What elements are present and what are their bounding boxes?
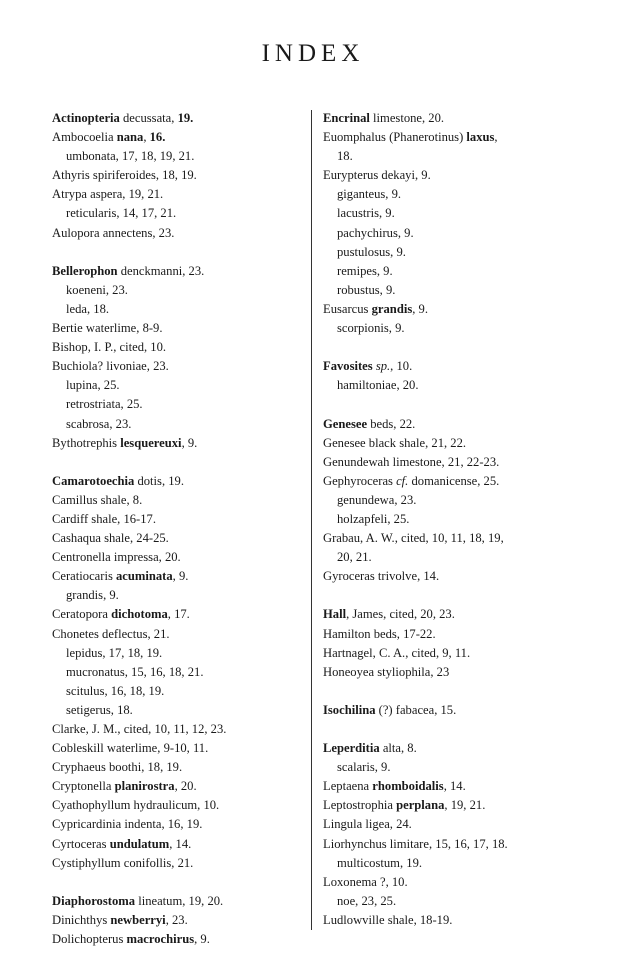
column-divider <box>311 110 312 930</box>
index-entry: Ceratiocaris acuminata, 9. <box>52 569 189 584</box>
index-entry: Eurypterus dekayi, 9. <box>323 168 431 183</box>
entry-gap <box>323 395 581 414</box>
index-entry: Gyroceras trivolve, 14. <box>323 569 440 584</box>
index-entry: Camillus shale, 8. <box>52 492 143 507</box>
index-entry: Grabau, A. W., cited, 10, 11, 18, 19, <box>323 531 504 546</box>
index-entry: Hamilton beds, 17-22. <box>323 626 436 641</box>
index-entry: Actinopteria decussata, 19. <box>52 111 194 125</box>
entry-gap <box>323 682 581 701</box>
index-entry: Cryphaeus boothi, 18, 19. <box>52 760 183 775</box>
index-entry: Gephyroceras cf. domanicense, 25. <box>323 473 500 488</box>
index-entry: noe, 23, 25. <box>337 893 397 908</box>
index-entry: Dolichopterus macrochirus, 9. <box>52 932 210 947</box>
index-entry: Hartnagel, C. A., cited, 9, 11. <box>323 645 471 660</box>
index-entry: Leptostrophia perplana, 19, 21. <box>323 798 486 813</box>
index-entry: scitulus, 16, 18, 19. <box>66 683 165 698</box>
index-entry: Loxonema ?, 10. <box>323 874 408 889</box>
index-entry: Eusarcus grandis, 9. <box>323 301 428 316</box>
index-entry: Hall, James, cited, 20, 23. <box>323 607 455 622</box>
index-entry: pachychirus, 9. <box>337 225 414 240</box>
index-entry: Bythotrephis lesquereuxi, 9. <box>52 435 198 450</box>
index-column-right <box>323 109 581 930</box>
index-entry: Lingula ligea, 24. <box>323 817 412 832</box>
index-entry: Bertie waterlime, 8-9. <box>52 321 163 336</box>
index-entry: scabrosa, 23. <box>66 416 132 431</box>
entry-gap <box>323 720 581 739</box>
index-column-left <box>52 109 300 949</box>
index-entry: Cryptonella planirostra, 20. <box>52 779 197 794</box>
index-entry: pustulosus, 9. <box>337 244 406 259</box>
index-entry: giganteus, 9. <box>337 187 402 202</box>
index-entry: genundewa, 23. <box>337 492 417 507</box>
index-entry: Aulopora annectens, 23. <box>52 225 175 240</box>
entry-gap <box>52 453 300 472</box>
index-entry: mucronatus, 15, 16, 18, 21. <box>66 664 204 679</box>
index-entry: Centronella impressa, 20. <box>52 550 181 565</box>
index-entry: Genesee beds, 22. <box>323 416 416 431</box>
index-entry: 20, 21. <box>337 550 372 565</box>
index-entry: reticularis, 14, 17, 21. <box>66 206 177 221</box>
index-entry: Ceratopora dichotoma, 17. <box>52 607 190 622</box>
index-entry: leda, 18. <box>66 301 110 316</box>
index-entry: Leperditia alta, 8. <box>323 741 417 756</box>
index-entry: Dinichthys newberryi, 23. <box>52 912 188 927</box>
index-entry: Leptaena rhomboidalis, 14. <box>323 779 466 794</box>
index-entry: remipes, 9. <box>337 263 393 278</box>
index-entry: Cardiff shale, 16-17. <box>52 511 156 526</box>
index-entry: Ambocoelia nana, 16. <box>52 130 166 145</box>
index-entry: Genesee black shale, 21, 22. <box>323 435 467 450</box>
index-entry: Cyrtoceras undulatum, 14. <box>52 836 192 851</box>
index-entry: setigerus, 18. <box>66 702 133 717</box>
index-entry: Cobleskill waterlime, 9-10, 11. <box>52 741 209 756</box>
index-entry: hamiltoniae, 20. <box>337 378 419 393</box>
index-entry: holzapfeli, 25. <box>337 511 410 526</box>
index-entry: Cashaqua shale, 24-25. <box>52 531 169 546</box>
index-entry: Buchiola? livoniae, 23. <box>52 359 169 374</box>
index-entry: Camarotoechia dotis, 19. <box>52 473 184 488</box>
index-entry: robustus, 9. <box>337 282 396 297</box>
index-entry: Encrinal limestone, 20. <box>323 111 445 125</box>
index-entry: Genundewah limestone, 21, 22-23. <box>323 454 500 469</box>
index-entry: umbonata, 17, 18, 19, 21. <box>66 149 195 164</box>
index-entry: scorpionis, 9. <box>337 321 405 336</box>
index-entry: Favosites sp., 10. <box>323 359 413 374</box>
index-entry: Cypricardinia indenta, 16, 19. <box>52 817 203 832</box>
entry-gap <box>52 873 300 892</box>
index-entry: lacustris, 9. <box>337 206 395 221</box>
index-entry: Bellerophon denckmanni, 23. <box>52 263 205 278</box>
index-entry: Ludlowville shale, 18-19. <box>323 912 453 927</box>
index-entry: Atrypa aspera, 19, 21. <box>52 187 164 202</box>
entry-gap <box>52 243 300 262</box>
index-entry: lepidus, 17, 18, 19. <box>66 645 163 660</box>
index-entry: Clarke, J. M., cited, 10, 11, 12, 23. <box>52 722 227 736</box>
index-entry: lupina, 25. <box>66 378 120 393</box>
index-entry: Cyathophyllum hydraulicum, 10. <box>52 798 220 813</box>
index-entry: Diaphorostoma lineatum, 19, 20. <box>52 893 224 908</box>
entry-gap <box>323 586 581 605</box>
entry-gap <box>323 338 581 357</box>
index-entry: Liorhynchus limitare, 15, 16, 17, 18. <box>323 836 508 851</box>
index-entry: Honeoyea styliophila, 23 <box>323 664 450 679</box>
index-entry: Cystiphyllum conifollis, 21. <box>52 855 194 870</box>
index-entry: Chonetes deflectus, 21. <box>52 626 170 641</box>
index-entry: grandis, 9. <box>66 588 119 603</box>
index-entry: Bishop, I. P., cited, 10. <box>52 340 167 355</box>
page-title: INDEX <box>261 40 365 67</box>
index-entry: retrostriata, 25. <box>66 397 143 412</box>
index-entry: koeneni, 23. <box>66 282 128 297</box>
index-entry: Athyris spiriferoides, 18, 19. <box>52 168 197 183</box>
index-entry: Euomphalus (Phanerotinus) laxus, <box>323 130 498 145</box>
index-entry: Isochilina (?) fabacea, 15. <box>323 702 457 717</box>
index-entry: multicostum, 19. <box>337 855 423 870</box>
index-entry: 18. <box>337 149 353 164</box>
index-entry: scalaris, 9. <box>337 760 391 775</box>
